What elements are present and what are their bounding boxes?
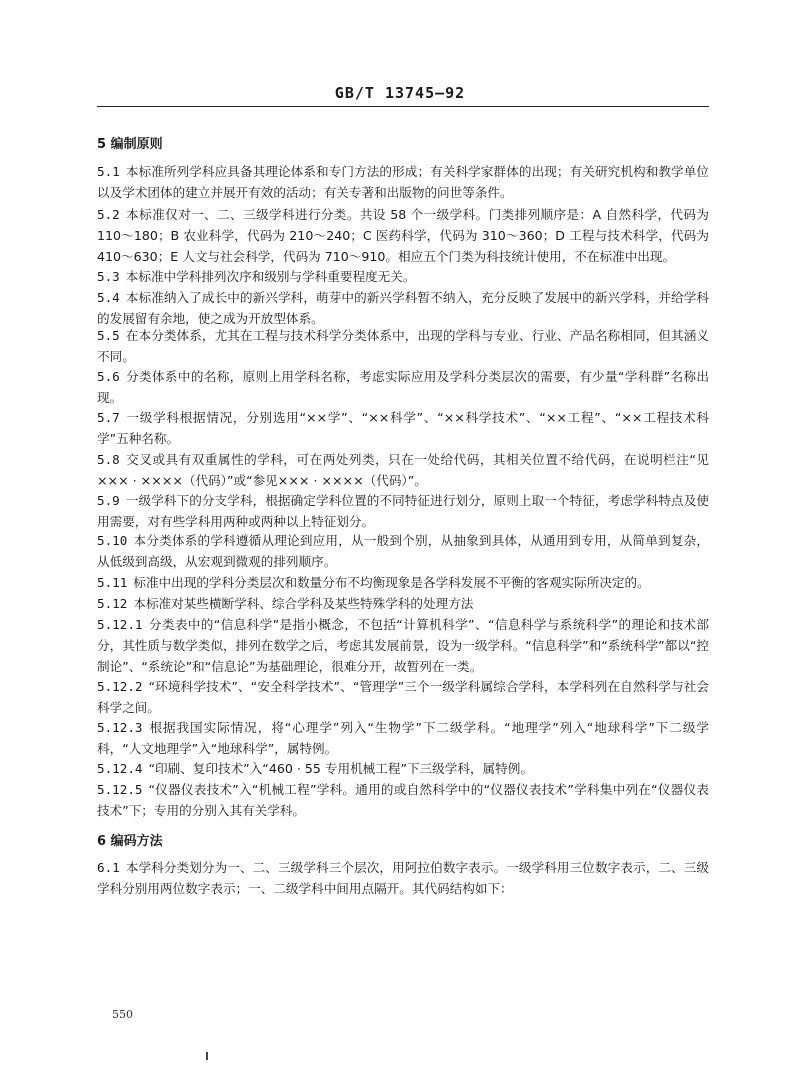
clause-text: 本标准对某些横断学科、综合学科及某些特殊学科的处理方法 xyxy=(133,596,474,611)
clause-number: 6.1 xyxy=(97,860,120,875)
clause-text: 本标准仅对一、二、三级学科进行分类。共设 58 个一级学科。门类排列顺序是：A 自然科学，代码为 110～180；B 农业科学，代码为 210～240；C 医药科学，代码为 310～360；D 工程与技术科学，代码为 410～630；E 人文与社会科学，代码为 710～910。相应五个门类为科技统计使用，不在标准中出现。 xyxy=(97,207,709,264)
clause-5-11 xyxy=(97,572,709,593)
clause-5-8 xyxy=(97,449,709,491)
clause-number: 5.12.3 xyxy=(97,720,143,735)
page-number: 550 xyxy=(112,1008,133,1021)
clause-5-12-1 xyxy=(97,614,709,677)
clause-number: 5.10 xyxy=(97,533,128,548)
clause-text: 分类体系中的名称，原则上用学科名称，考虑实际应用及学科分类层次的需要，有少量“学科群”名称出现。 xyxy=(97,369,709,405)
clause-number: 5.5 xyxy=(97,328,120,343)
clause-text: 标准中出现的学科分类层次和数量分布不均衡现象是各学科发展不平衡的客观实际所决定的。 xyxy=(133,575,650,590)
clause-number: 5.12.1 xyxy=(97,617,143,632)
clause-5-6 xyxy=(97,366,709,408)
clause-text: 交叉或具有双重属性的学科，可在两处列类，只在一处给代码，其相关位置不给代码，在说明栏注“见××× · ××××（代码）”或“参见××× · ××××（代码）”。 xyxy=(97,452,709,488)
section-title-5: 5 编制原则 xyxy=(97,137,163,152)
clause-number: 5.1 xyxy=(97,164,120,179)
clause-number: 5.9 xyxy=(97,493,120,508)
clause-5-4 xyxy=(97,287,709,329)
clause-text: 一级学科下的分支学科，根据确定学科位置的不同特征进行划分，原则上取一个特征，考虑学科特点及使用需要，对有些学科用两种或两种以上特征划分。 xyxy=(97,493,709,529)
clause-number: 5.3 xyxy=(97,269,120,284)
clause-number: 5.7 xyxy=(97,410,120,425)
clause-number: 5.11 xyxy=(97,575,128,590)
clause-number: 5.12.2 xyxy=(97,679,143,694)
clause-number: 5.8 xyxy=(97,452,120,467)
clause-number: 5.4 xyxy=(97,290,120,305)
clause-text: “仪器仪表技术”入“机械工程”学科。通用的或自然科学中的“仪器仪表技术”学科集中列在“仪器仪表技术”下；专用的分别入其有关学科。 xyxy=(97,782,709,818)
clause-5-12-4 xyxy=(97,758,709,779)
clause-5-12-2 xyxy=(97,676,709,718)
clause-5-12 xyxy=(97,593,709,614)
clause-number: 5.12 xyxy=(97,596,128,611)
clause-5-7 xyxy=(97,407,709,449)
clause-text: 分类表中的“信息科学”是指小概念，不包括“计算机科学”、“信息科学与系统科学”的理论和技术部分，其性质与数学类似，排列在数学之后，考虑其发展前景，设为一级学科。“信息科学”和“系统科学”都以“控制论”、“系统论”和“信息论”为基础理论，很难分开，故暂列在一类。 xyxy=(97,617,709,674)
clause-5-2 xyxy=(97,204,709,267)
clause-text: 本分类体系的学科遵循从理论到应用，从一般到个别，从抽象到具体，从通用到专用，从简单到复杂，从低级到高级，从宏观到微观的排列顺序。 xyxy=(97,533,709,569)
clause-6-1 xyxy=(97,857,709,899)
clause-5-10 xyxy=(97,530,709,572)
clause-5-1 xyxy=(97,161,709,203)
clause-text: 根据我国实际情况，将“心理学”列入“生物学”下二级学科。“地理学”列入“地球科学”下二级学科，“人文地理学”入“地球科学”，属特例。 xyxy=(97,720,709,756)
clause-text: 在本分类体系，尤其在工程与技术科学分类体系中，出现的学科与专业、行业、产品名称相同，但其涵义不同。 xyxy=(97,328,709,364)
clause-5-12-3 xyxy=(97,717,709,759)
clause-number: 5.12.4 xyxy=(97,761,143,776)
clause-text: 本学科分类划分为一、二、三级学科三个层次，用阿拉伯数字表示。一级学科用三位数字表示，二、三级学科分别用两位数字表示；一、二级学科中间用点隔开。其代码结构如下： xyxy=(97,860,709,896)
clause-number: 5.12.5 xyxy=(97,782,143,797)
header-rule xyxy=(97,106,709,107)
clause-text: “环境科学技术”、“安全科学技术”、“管理学”三个一级学科属综合学科，本学科列在自然科学与社会科学之间。 xyxy=(97,679,709,715)
page-header: GB/T 13745—92 xyxy=(334,84,466,102)
clause-text: 本标准所列学科应具备其理论体系和专门方法的形成；有关科学家群体的出现；有关研究机构和教学单位以及学术团体的建立并展开有效的活动；有关专著和出版物的问世等条件。 xyxy=(97,164,709,200)
gutter-mark xyxy=(206,1052,208,1060)
clause-5-12-5 xyxy=(97,779,709,821)
clause-5-5 xyxy=(97,325,709,367)
clause-number: 5.2 xyxy=(97,207,120,222)
clause-text: 一级学科根据情况，分别选用“××学”、“××科学”、“××科学技术”、“××工程”、“××工程技术科学”五种名称。 xyxy=(97,410,709,446)
clause-text: 本标准纳入了成长中的新兴学科，萌芽中的新兴学科暂不纳入，充分反映了发展中的新兴学科，并给学科的发展留有余地，使之成为开放型体系。 xyxy=(97,290,709,326)
clause-text: 本标准中学科排列次序和级别与学科重要程度无关。 xyxy=(125,269,416,284)
section-title-6: 6 编码方法 xyxy=(97,834,163,849)
clause-5-3 xyxy=(97,266,709,287)
clause-text: “印刷、复印技术”入“460 · 55 专用机械工程”下三级学科，属特例。 xyxy=(148,761,533,776)
clause-number: 5.6 xyxy=(97,369,120,384)
clause-5-9 xyxy=(97,490,709,532)
